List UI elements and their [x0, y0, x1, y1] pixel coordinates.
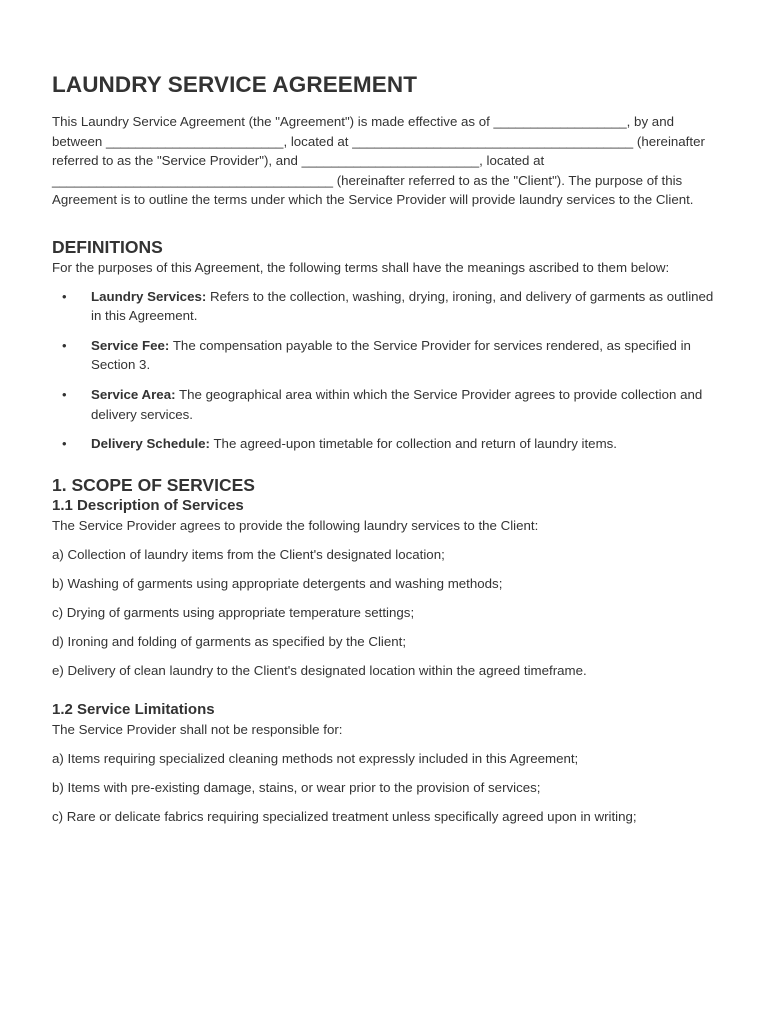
document-title: LAUNDRY SERVICE AGREEMENT: [52, 72, 418, 97]
limitations-intro: The Service Provider shall not be responsible for:: [52, 721, 343, 737]
limitation-item: c) Rare or delicate fabrics requiring specialized treatment unless specifically agreed upon in writing;: [52, 809, 637, 825]
description-item: e) Delivery of clean laundry to the Client's designated location within the agreed timeframe.: [52, 663, 587, 679]
description-item: b) Washing of garments using appropriate detergents and washing methods;: [52, 575, 503, 591]
description-item: a) Collection of laundry items from the Client's designated location;: [52, 546, 445, 562]
definitions-intro: For the purposes of this Agreement, the following terms shall have the meanings ascribed to them below:: [52, 259, 670, 275]
definitions-heading: DEFINITIONS: [52, 236, 163, 257]
bullet-icon: •: [62, 337, 67, 353]
definitions-list: [52, 287, 718, 454]
definition-term: Service Fee:: [91, 337, 170, 353]
intro-paragraph: This Laundry Service Agreement (the "Agreement") is made effective as of __________________, by and between ________________________, located at ______________________________________ (hereinafter referred to as the "Service Provider"), and ________________________, located at ______________________________________ (hereinafter referred to as the "Client"). The purpose of this Agreement is to outline the terms under which the Service Provider will provide laundry services to the Client.: [52, 114, 705, 208]
definition-item: [52, 434, 718, 454]
definition-text: The compensation payable to the Service Provider for services rendered, as specified in Section 3.: [91, 337, 691, 373]
definition-text: The geographical area within which the Service Provider agrees to provide collection and delivery services.: [91, 386, 703, 422]
document-page: [52, 70, 718, 836]
description-intro: The Service Provider agrees to provide the following laundry services to the Client:: [52, 517, 539, 533]
definition-text: Refers to the collection, washing, drying, ironing, and delivery of garments as outlined in this Agreement.: [91, 288, 714, 324]
limitations-heading: 1.2 Service Limitations: [52, 700, 215, 718]
bullet-icon: •: [62, 288, 67, 304]
definition-item: [52, 336, 718, 375]
scope-heading: 1. SCOPE OF SERVICES: [52, 474, 255, 495]
description-heading: 1.1 Description of Services: [52, 496, 244, 514]
definition-term: Delivery Schedule:: [91, 436, 210, 452]
definition-item: [52, 385, 718, 424]
definition-item: [52, 287, 718, 326]
description-item: d) Ironing and folding of garments as specified by the Client;: [52, 634, 407, 650]
description-item: c) Drying of garments using appropriate temperature settings;: [52, 605, 415, 620]
limitation-item: b) Items with pre-existing damage, stains, or wear prior to the provision of services;: [52, 779, 541, 795]
limitation-item: a) Items requiring specialized cleaning methods not expressly included in this Agreement;: [52, 750, 579, 766]
definition-text: The agreed-upon timetable for collection and return of laundry items.: [209, 436, 618, 452]
definition-term: Service Area:: [91, 386, 176, 402]
definition-term: Laundry Services:: [91, 288, 207, 304]
bullet-icon: •: [62, 436, 67, 452]
bullet-icon: •: [62, 386, 67, 402]
